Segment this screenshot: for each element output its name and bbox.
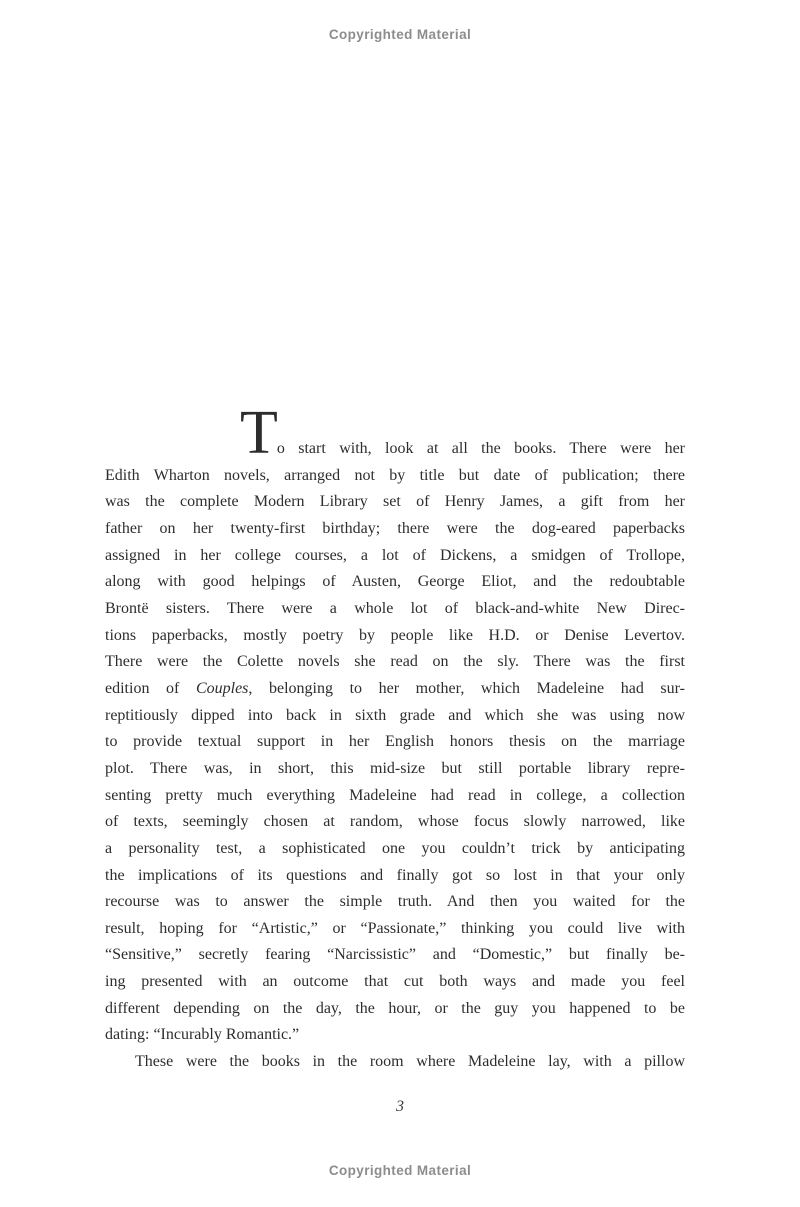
page-number: 3 — [396, 1098, 404, 1115]
text-line: assigned in her college courses, a lot of Dickens, a smidgen of Trollope, — [105, 546, 685, 564]
copyright-notice-top: Copyrighted Material — [328, 27, 472, 42]
text-line: a personality test, a sophisticated one you couldn’t trick by anticipating — [105, 839, 685, 857]
text-line: edition of Couples, belonging to her mother, which Madeleine had sur- — [105, 679, 685, 697]
text-line: reptitiously dipped into back in sixth grade and which she was using now — [105, 706, 685, 724]
text-line: Brontë sisters. There were a whole lot of black-and-white New Direc- — [105, 599, 685, 617]
text-line: “Sensitive,” secretly fearing “Narcissistic” and “Domestic,” but finally be- — [105, 946, 685, 964]
text-line: senting pretty much everything Madeleine had read in college, a collection — [105, 786, 685, 804]
text-line: There were the Colette novels she read on the sly. There was the first — [105, 653, 685, 671]
text-line: result, hoping for “Artistic,” or “Passionate,” thinking you could live with — [105, 919, 685, 937]
text-line: recourse was to answer the simple truth. And then you waited for the — [105, 893, 685, 911]
text-line: ing presented with an outcome that cut both ways and made you feel — [105, 973, 685, 991]
text-line: dating: “Incurably Romantic.” — [105, 1026, 300, 1044]
text-line: of texts, seemingly chosen at random, whose focus slowly narrowed, like — [105, 813, 685, 831]
copyright-notice-bottom: Copyrighted Material — [328, 1163, 472, 1178]
text-line — [105, 399, 685, 467]
text-line: Edith Wharton novels, arranged not by title but date of publication; there — [105, 466, 685, 484]
book-page-body — [105, 399, 685, 1076]
text-line: These were the books in the room where Madeleine lay, with a pillow — [135, 1053, 685, 1071]
text-line: different depending on the day, the hour, or the guy you happened to be — [105, 999, 685, 1017]
text-line: along with good helpings of Austen, George Eliot, and the redoubtable — [105, 573, 685, 591]
book-title-italic: Couples — [195, 679, 249, 697]
text-line: tions paperbacks, mostly poetry by people like H.D. or Denise Levertov. — [105, 626, 685, 644]
text-line: plot. There was, in short, this mid-size but still portable library repre- — [105, 759, 685, 777]
text-line: to provide textual support in her English honors thesis on the marriage — [105, 733, 685, 751]
text-line-rest: o start with, look at all the books. There were her — [276, 440, 685, 457]
text-line: the implications of its questions and finally got so lost in that your only — [105, 866, 685, 884]
text-line: was the complete Modern Library set of Henry James, a gift from her — [105, 493, 685, 511]
text-line: father on her twenty-first birthday; there were the dog-eared paperbacks — [105, 519, 685, 537]
drop-cap: T — [240, 399, 277, 467]
